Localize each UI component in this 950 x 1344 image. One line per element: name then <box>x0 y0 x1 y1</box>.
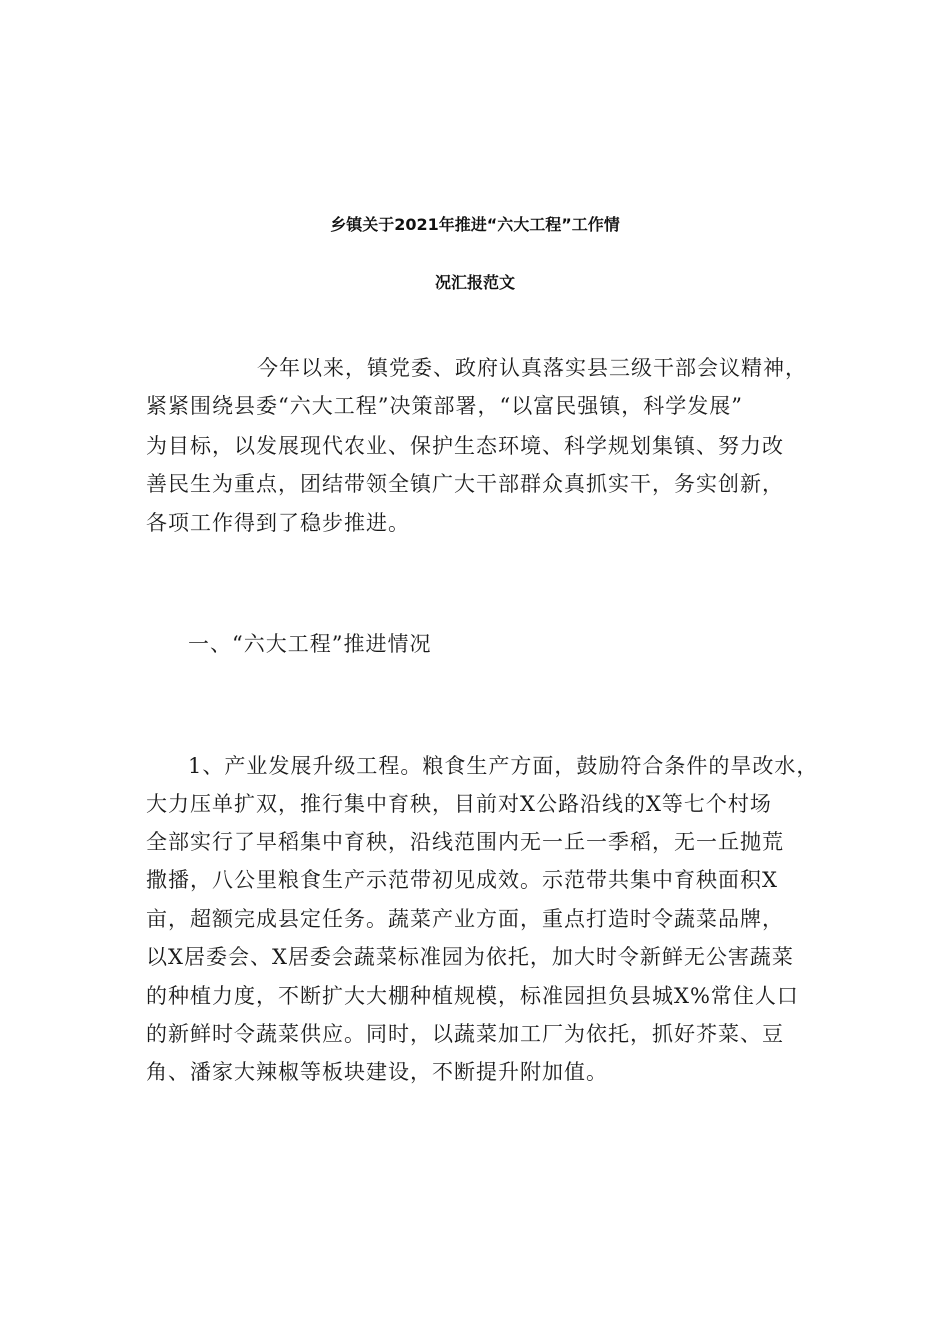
document-title-line-1: 乡镇关于2021年推进“六大工程”工作情 <box>330 215 620 234</box>
item1-line-2: 大力压单扩双，推行集中育秧，目前对X公路沿线的X等七个村场 <box>146 792 772 816</box>
section-heading: 一、“六大工程”推进情况 <box>188 632 432 656</box>
item1-line-9: 角、潘家大辣椒等板块建设，不断提升附加值。 <box>146 1060 608 1084</box>
intro-line-2: 紧紧围绕县委“六大工程”决策部署，“以富民强镇，科学发展” <box>146 394 743 418</box>
item1-line-5: 亩，超额完成县定任务。蔬菜产业方面，重点打造时令蔬菜品牌， <box>146 907 784 931</box>
item1-line-6: 以X居委会、X居委会蔬菜标准园为依托，加大时令新鲜无公害蔬菜 <box>146 945 794 969</box>
intro-line-5: 各项工作得到了稳步推进。 <box>146 511 410 535</box>
document-title-line-2: 况汇报范文 <box>434 273 515 292</box>
item1-line-1: 1、产业发展升级工程。粮食生产方面，鼓励符合条件的旱改水， <box>188 754 819 778</box>
item1-line-7: 的种植力度，不断扩大大棚种植规模，标准园担负县城X%常住人口 <box>146 984 799 1008</box>
item1-line-8: 的新鲜时令蔬菜供应。同时，以蔬菜加工厂为依托，抓好芥菜、豆 <box>146 1022 784 1046</box>
intro-line-1: 今年以来，镇党委、政府认真落实县三级干部会议精神， <box>257 356 807 380</box>
intro-line-3: 为目标，以发展现代农业、保护生态环境、科学规划集镇、努力改 <box>146 434 784 458</box>
item1-line-3: 全部实行了早稻集中育秧，沿线范围内无一丘一季稻，无一丘抛荒 <box>146 830 784 854</box>
item1-line-4: 撒播，八公里粮食生产示范带初见成效。示范带共集中育秧面积X <box>146 868 778 892</box>
intro-line-4: 善民生为重点，团结带领全镇广大干部群众真抓实干，务实创新， <box>146 472 784 496</box>
